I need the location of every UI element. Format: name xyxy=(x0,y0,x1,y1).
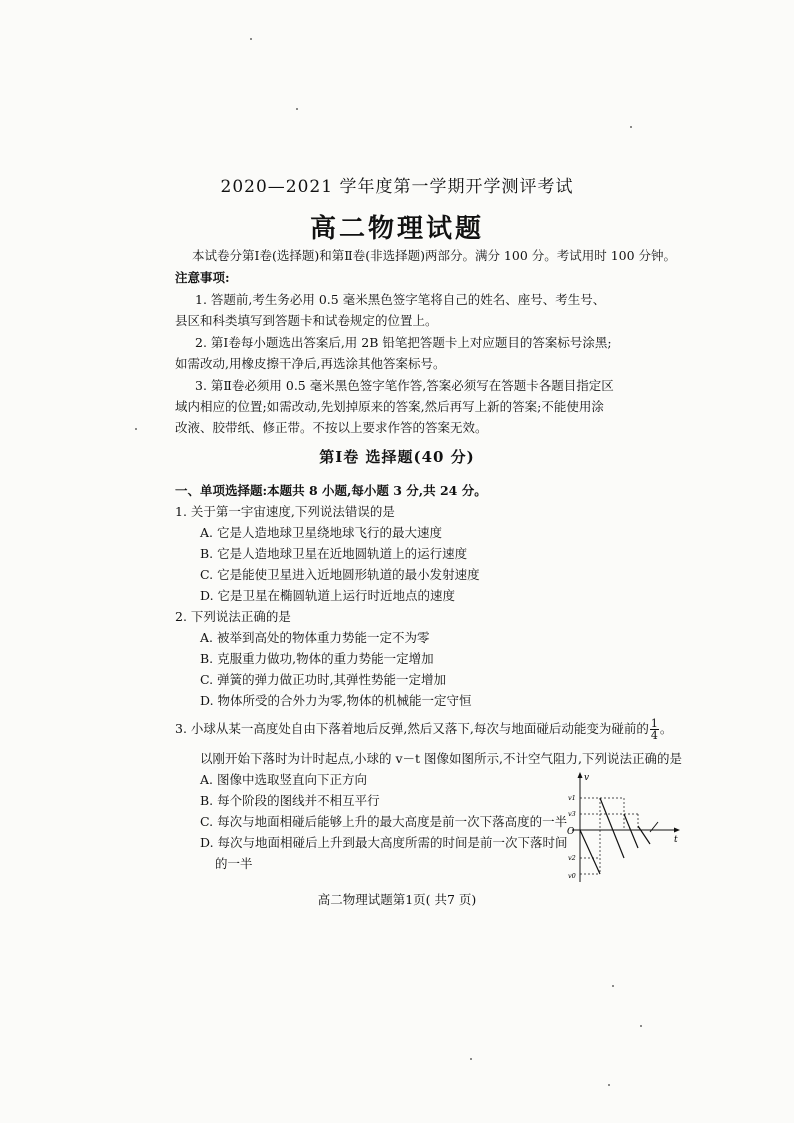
question-3-stem-end: 。 xyxy=(659,721,673,736)
segment-bounce-2 xyxy=(624,814,638,848)
scan-speck xyxy=(612,985,614,987)
question-2-option-c: C. 弹簧的弹力做正功时,其弹性势能一定增加 xyxy=(200,672,447,687)
question-2-stem: 2. 下列说法正确的是 xyxy=(175,609,291,624)
label-v0: v0 xyxy=(568,872,576,880)
scan-speck xyxy=(640,1025,642,1027)
segment-bounce-3 xyxy=(638,826,650,844)
question-1-option-b: B. 它是人造地球卫星在近地圆轨道上的运行速度 xyxy=(200,546,468,561)
part-heading: 一、单项选择题:本题共 8 小题,每小题 3 分,共 24 分。 xyxy=(175,483,487,498)
question-2-option-d: D. 物体所受的合外力为零,物体的机械能一定守恒 xyxy=(200,693,472,708)
scan-speck xyxy=(608,1084,610,1086)
page-footer: 高二物理试题第1页( 共7 页) xyxy=(317,892,477,907)
fraction xyxy=(650,718,659,741)
notice-item-1: 1. 答题前,考生务必用 0.5 毫米黑色签字笔将自己的姓名、座号、考生号、县区和科类填写到答题卡和试卷规定的位置上。 xyxy=(175,292,606,328)
question-3-stem-text: 3. 小球从某一高度处自由下落着地后反弹,然后又落下,每次与地面碰后动能变为碰前的 xyxy=(175,721,649,736)
question-1-option-a: A. 它是人造地球卫星绕地球飞行的最大速度 xyxy=(200,525,442,540)
question-1-stem: 1. 关于第一宇宙速度,下列说法错误的是 xyxy=(175,504,395,519)
question-3-option-b: B. 每个阶段的图线并不相互平行 xyxy=(200,793,380,808)
question-2-option-b: B. 克服重力做功,物体的重力势能一定增加 xyxy=(200,651,434,666)
question-3-stem-line-1 xyxy=(175,718,672,741)
question-3-option-a: A. 图像中选取竖直向下正方向 xyxy=(200,772,367,787)
v-axis-arrow xyxy=(578,772,583,778)
notice-heading: 注意事项: xyxy=(175,270,230,285)
section-title: 第Ⅰ卷 选择题(40 分) xyxy=(319,448,475,466)
origin-label: O xyxy=(567,827,575,837)
scan-speck xyxy=(250,38,252,40)
scan-speck xyxy=(470,1058,472,1060)
label-v1: v1 xyxy=(568,794,576,802)
intro-text: 本试卷分第Ⅰ卷(选择题)和第Ⅱ卷(非选择题)两部分。满分 100 分。考试用时 100 分钟。 xyxy=(192,248,677,263)
question-3-option-c: C. 每次与地面相碰后能够上升的最大高度是前一次下落高度的一半 xyxy=(200,814,568,829)
question-3-stem-line-2: 以刚开始下落时为计时起点,小球的 v－t 图像如图所示,不计空气阻力,下列说法正确的是 xyxy=(200,751,682,766)
question-3-option-d: D. 每次与地面相碰后上升到最大高度所需的时间是前一次下落时间 xyxy=(200,835,568,850)
scan-speck xyxy=(296,108,298,110)
exam-name: 2020—2021 学年度第一学期开学测评考试 xyxy=(220,177,574,197)
notice-item-3: 3. 第Ⅱ卷必须用 0.5 毫米黑色签字笔作答,答案必须写在答题卡各题目指定区域内相应的位置;如需改动,先划掉原来的答案,然后再写上新的答案;不能使用涂改液、胶带纸、修正带。不按以上要求作答的答案无效。 xyxy=(175,378,614,435)
vt-graph xyxy=(558,770,688,885)
scan-speck xyxy=(135,428,137,430)
question-1-option-c: C. 它是能使卫星进入近地圆形轨道的最小发射速度 xyxy=(200,567,480,582)
axis-label-v: v xyxy=(584,773,590,783)
scan-speck xyxy=(630,126,632,128)
axis-label-t: t xyxy=(674,835,678,845)
exam-title: 高二物理试题 xyxy=(309,214,484,244)
question-2-option-a: A. 被举到高处的物体重力势能一定不为零 xyxy=(200,630,430,645)
t-axis-arrow xyxy=(674,828,680,833)
question-1-option-d: D. 它是卫星在椭圆轨道上运行时近地点的速度 xyxy=(200,588,456,603)
label-v2: v2 xyxy=(568,854,576,862)
fraction-denominator: 4 xyxy=(650,729,658,742)
fraction-numerator: 1 xyxy=(650,717,658,730)
label-v3: v3 xyxy=(568,810,576,818)
notice-item-2: 2. 第Ⅰ卷每小题选出答案后,用 2B 铅笔把答题卡上对应题目的答案标号涂黑;如需改动,用橡皮擦干净后,再选涂其他答案标号。 xyxy=(175,335,612,371)
segment-bounce-1 xyxy=(600,798,624,858)
segment-fall-1 xyxy=(580,830,600,874)
question-3-option-d-cont: 的一半 xyxy=(215,856,253,871)
